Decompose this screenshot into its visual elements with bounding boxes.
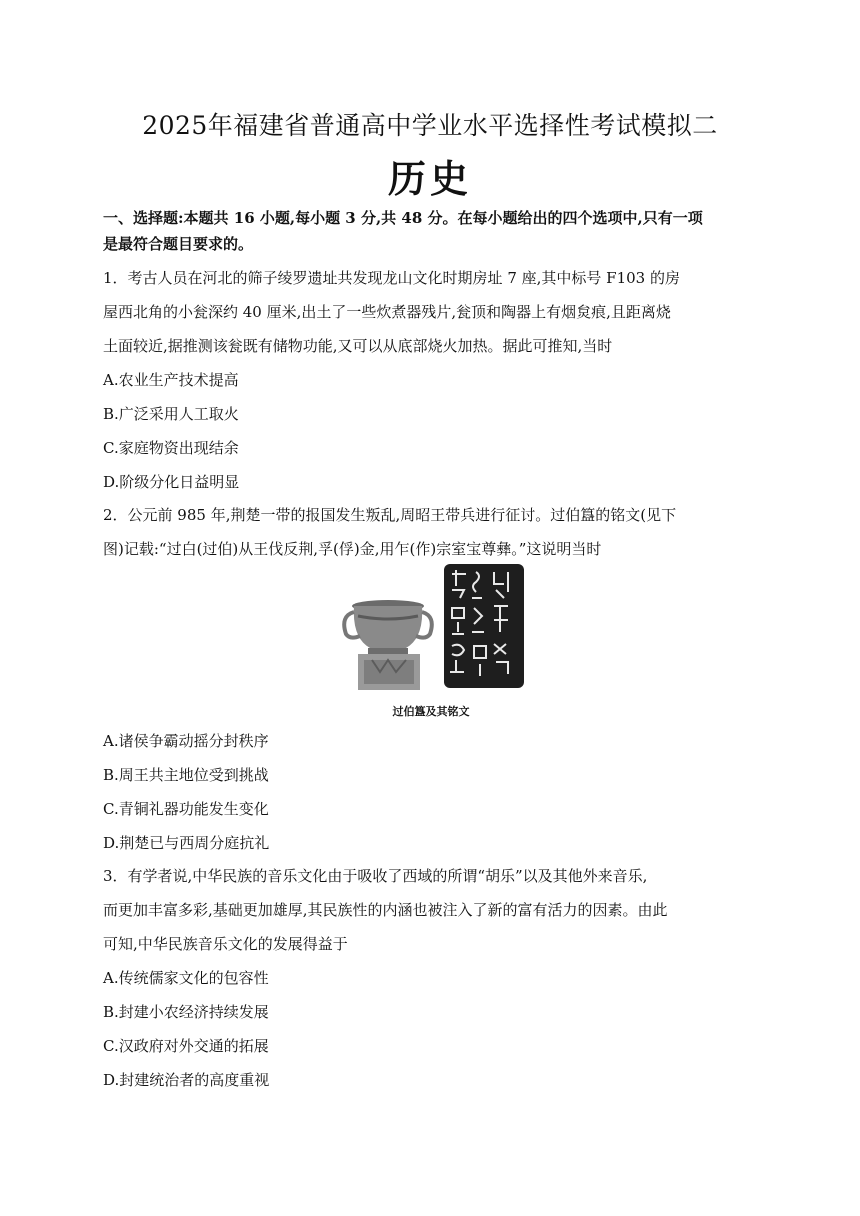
section-heading-line-2: 是最符合题目要求的。 xyxy=(103,235,254,253)
exam-title: 2025年福建省普通高中学业水平选择性考试模拟二 xyxy=(142,111,718,140)
q3-stem-line-2: 而更加丰富多彩,基础更加雄厚,其民族性的内涵也被注入了新的富有活力的因素。由此 xyxy=(103,901,668,919)
q1-option-b[interactable]: B.广泛采用人工取火 xyxy=(103,405,239,423)
q1-option-c[interactable]: C.家庭物资出现结余 xyxy=(103,439,239,457)
q1-stem-line-1: 1．考古人员在河北的筛子绫罗遗址共发现龙山文化时期房址 7 座,其中标号 F103 的房 xyxy=(103,269,680,287)
bronze-gui-figure xyxy=(336,560,526,718)
q2-option-c[interactable]: C.青铜礼器功能发生变化 xyxy=(103,800,269,818)
q1-stem-line-3: 土面较近,据推测该瓮既有储物功能,又可以从底部烧火加热。据此可推知,当时 xyxy=(103,337,613,355)
q3-option-d[interactable]: D.封建统治者的高度重视 xyxy=(103,1071,270,1089)
q3-stem-line-3: 可知,中华民族音乐文化的发展得益于 xyxy=(103,935,348,953)
section-heading xyxy=(103,205,763,257)
section-heading-line-1: 一、选择题:本题共 16 小题,每小题 3 分,共 48 分。在每小题给出的四个选项中,只有一项 xyxy=(103,209,703,227)
q3-option-b[interactable]: B.封建小农经济持续发展 xyxy=(103,1003,269,1021)
q1-option-a[interactable]: A.农业生产技术提高 xyxy=(103,371,239,389)
q3-stem-line-1: 3．有学者说,中华民族的音乐文化由于吸收了西域的所谓“胡乐”以及其他外来音乐, xyxy=(103,867,648,885)
figure-caption: 过伯簋及其铭文 xyxy=(392,705,470,718)
q2-option-d[interactable]: D.荆楚已与西周分庭抗礼 xyxy=(103,834,270,852)
q1-stem-line-2: 屋西北角的小瓮深约 40 厘米,出土了一些炊煮器残片,瓮顶和陶器上有烟炱痕,且距离烧 xyxy=(103,303,671,321)
q2-option-b[interactable]: B.周王共主地位受到挑战 xyxy=(103,766,269,784)
q1-option-d[interactable]: D.阶级分化日益明显 xyxy=(103,473,240,491)
subject-title: 历史 xyxy=(387,156,472,201)
q3-option-a[interactable]: A.传统儒家文化的包容性 xyxy=(103,969,269,987)
q2-option-a[interactable]: A.诸侯争霸动摇分封秩序 xyxy=(103,732,269,750)
q2-stem-line-1: 2．公元前 985 年,荆楚一带的报国发生叛乱,周昭王带兵进行征讨。过伯簋的铭文(见下 xyxy=(103,506,677,524)
q2-stem-line-2: 图)记载:“过白(过伯)从王伐反荆,孚(俘)金,用乍(作)宗室宝尊彝。”这说明当时 xyxy=(103,540,602,558)
bronze-gui-image xyxy=(336,560,526,700)
q3-option-c[interactable]: C.汉政府对外交通的拓展 xyxy=(103,1037,269,1055)
